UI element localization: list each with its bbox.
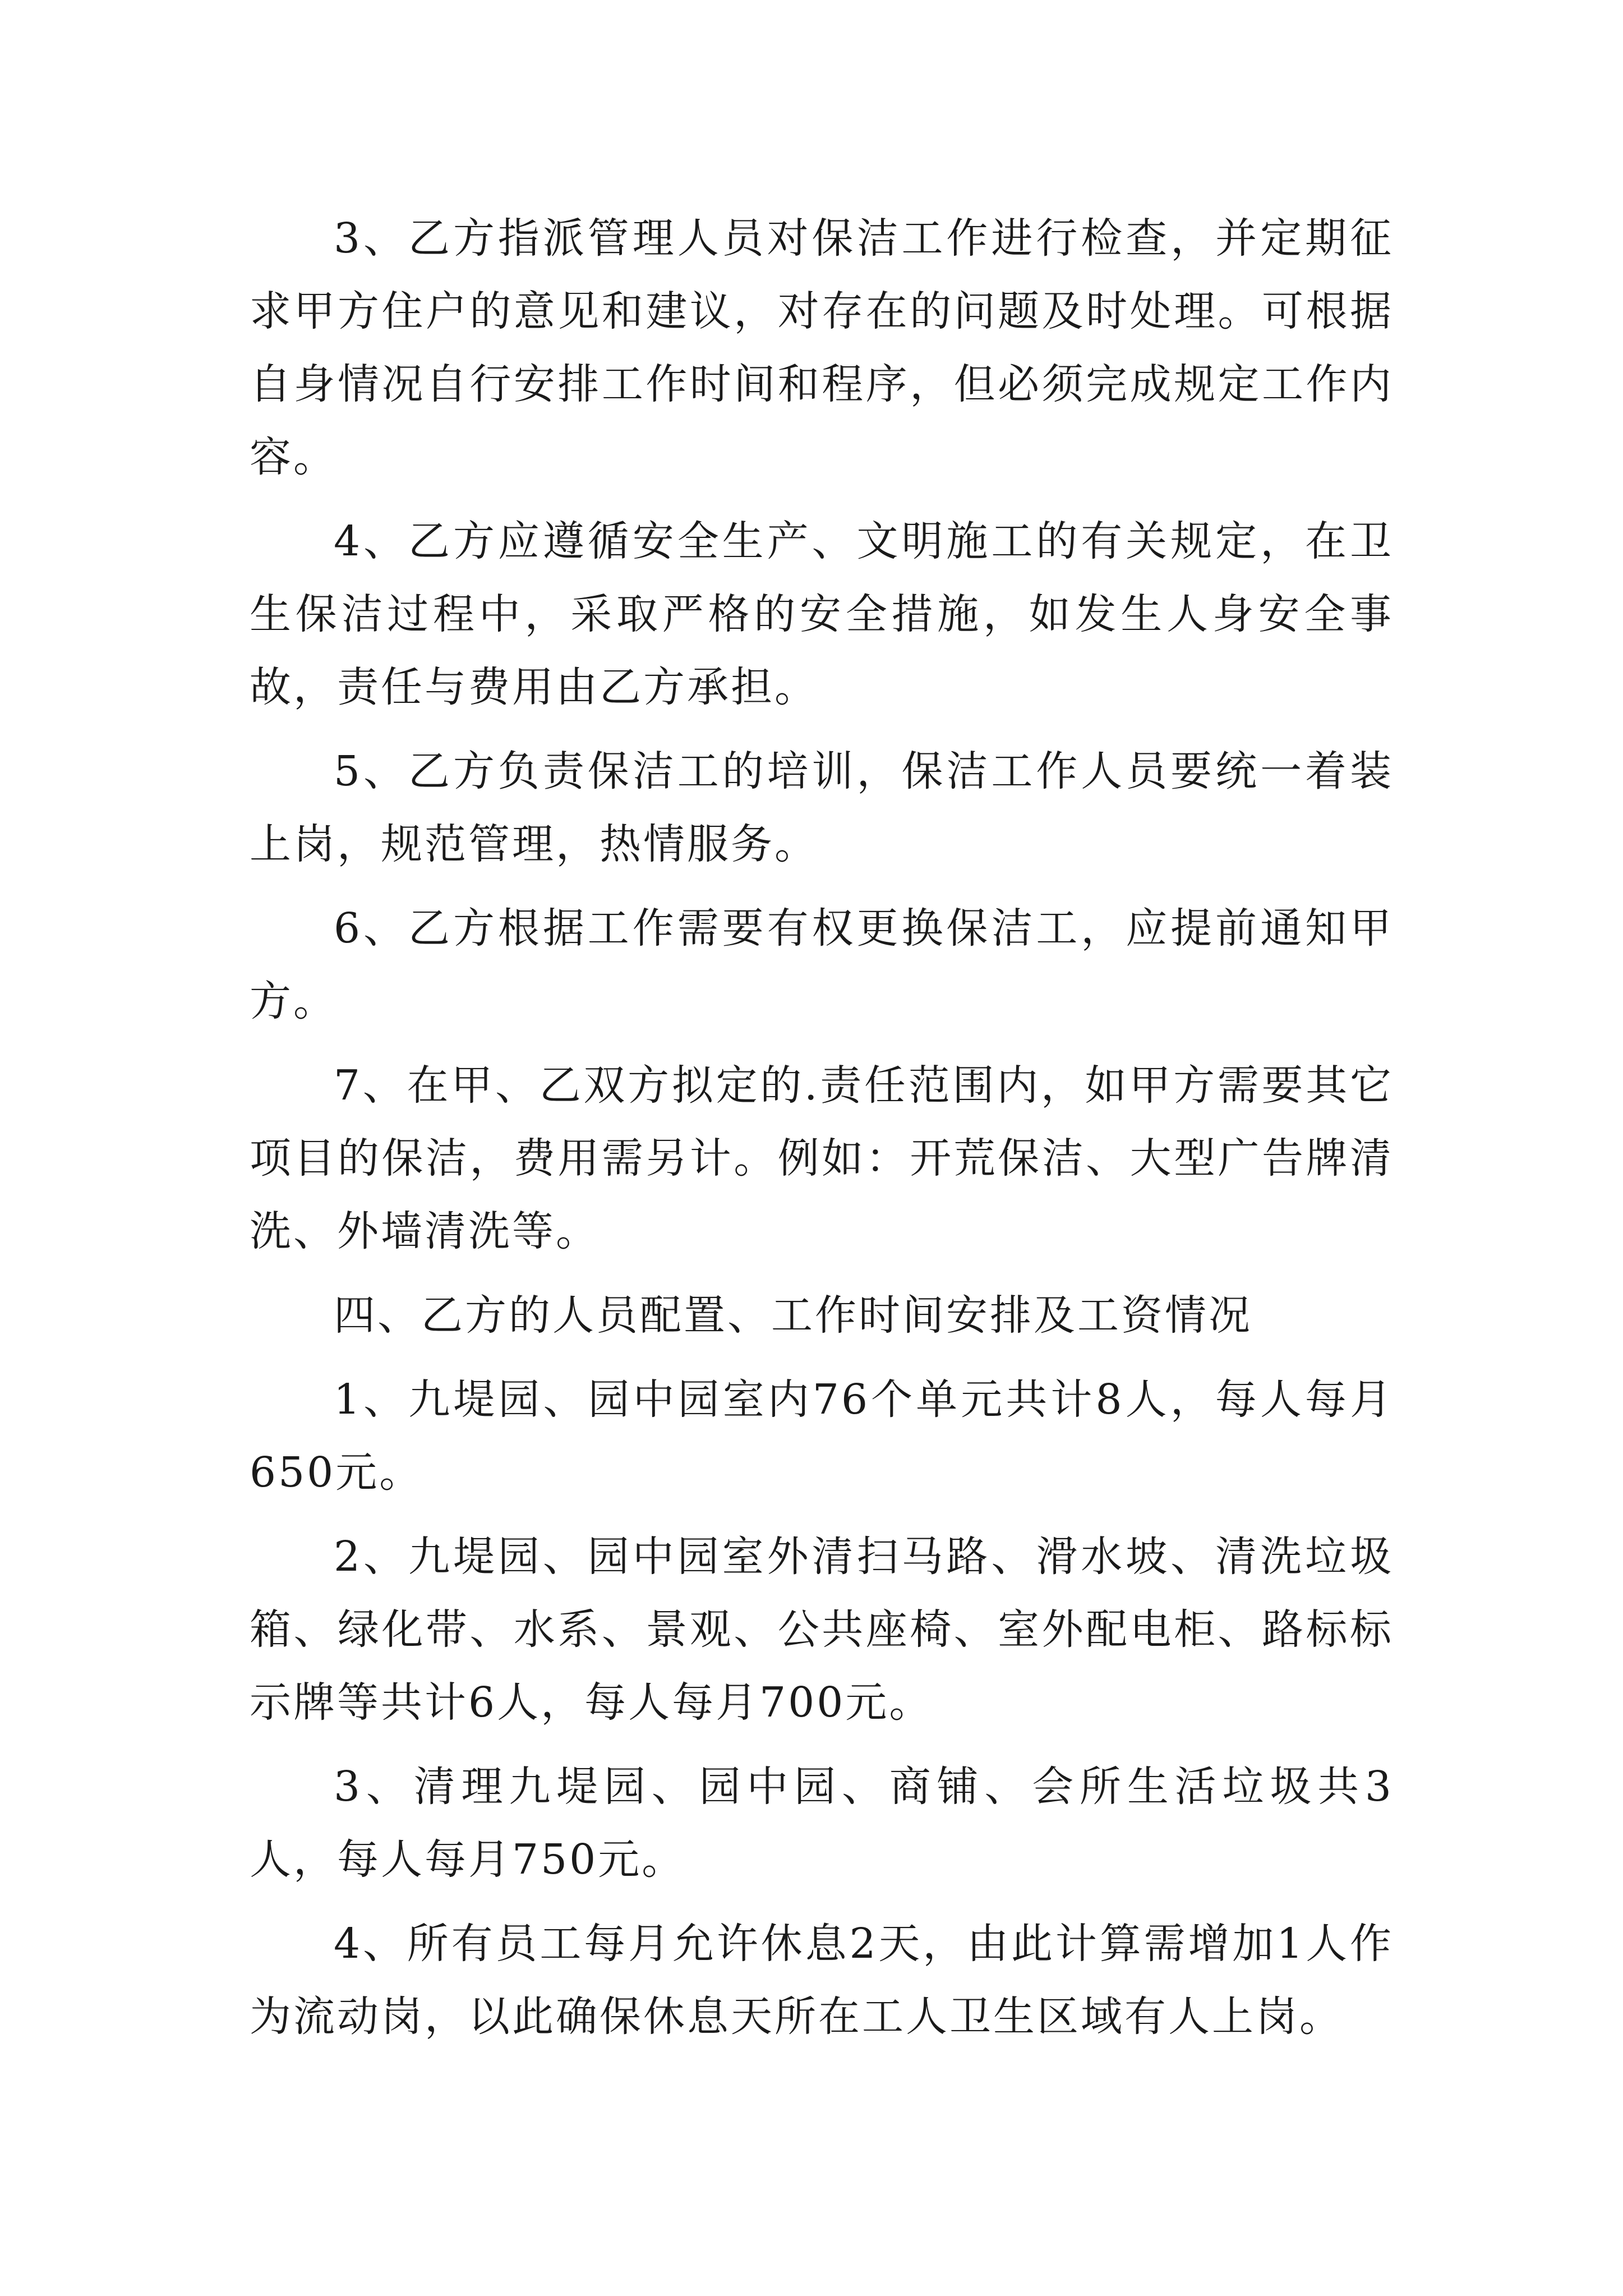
paragraph-item-7-extra-scope: 7、在甲、乙双方拟定的.责任范围内，如甲方需要其它项目的保洁，费用需另计。例如：开荒保洁、大型广告牌清洗、外墙清洗等。 — [250, 1061, 1394, 1255]
paragraph-staff-3-garbage: 3、清理九堤园、园中园、商铺、会所生活垃圾共3人，每人每月750元。 — [250, 1763, 1394, 1884]
paragraph-staff-1-indoor: 1、九堤园、园中园室内76个单元共计8人，每人每月650元。 — [250, 1375, 1394, 1497]
paragraph-staff-4-rest-days: 4、所有员工每月允许休息2天，由此计算需增加1人作为流动岗，以此确保休息天所在工人卫生区域有人上岗。 — [250, 1920, 1394, 2041]
paragraph-item-5-training: 5、乙方负责保洁工的培训，保洁工作人员要统一着装上岗，规范管理，热情服务。 — [250, 747, 1394, 868]
document-page — [250, 202, 1394, 2053]
section-heading-staffing: 四、乙方的人员配置、工作时间安排及工资情况 — [334, 1291, 1252, 1340]
paragraph-item-4-safety: 4、乙方应遵循安全生产、文明施工的有关规定，在卫生保洁过程中，采取严格的安全措施，如发生人身安全事故，责任与费用由乙方承担。 — [250, 517, 1394, 711]
paragraph-staff-2-outdoor: 2、九堤园、园中园室外清扫马路、滑水坡、清洗垃圾箱、绿化带、水系、景观、公共座椅、室外配电柜、路标标示牌等共计6人，每人每月700元。 — [250, 1533, 1394, 1727]
paragraph-item-3-inspection: 3、乙方指派管理人员对保洁工作进行检查，并定期征求甲方住户的意见和建议，对存在的问题及时处理。可根据自身情况自行安排工作时间和程序，但必须完成规定工作内容。 — [250, 214, 1394, 481]
paragraph-item-6-replacement: 6、乙方根据工作需要有权更换保洁工，应提前通知甲方。 — [250, 904, 1394, 1025]
